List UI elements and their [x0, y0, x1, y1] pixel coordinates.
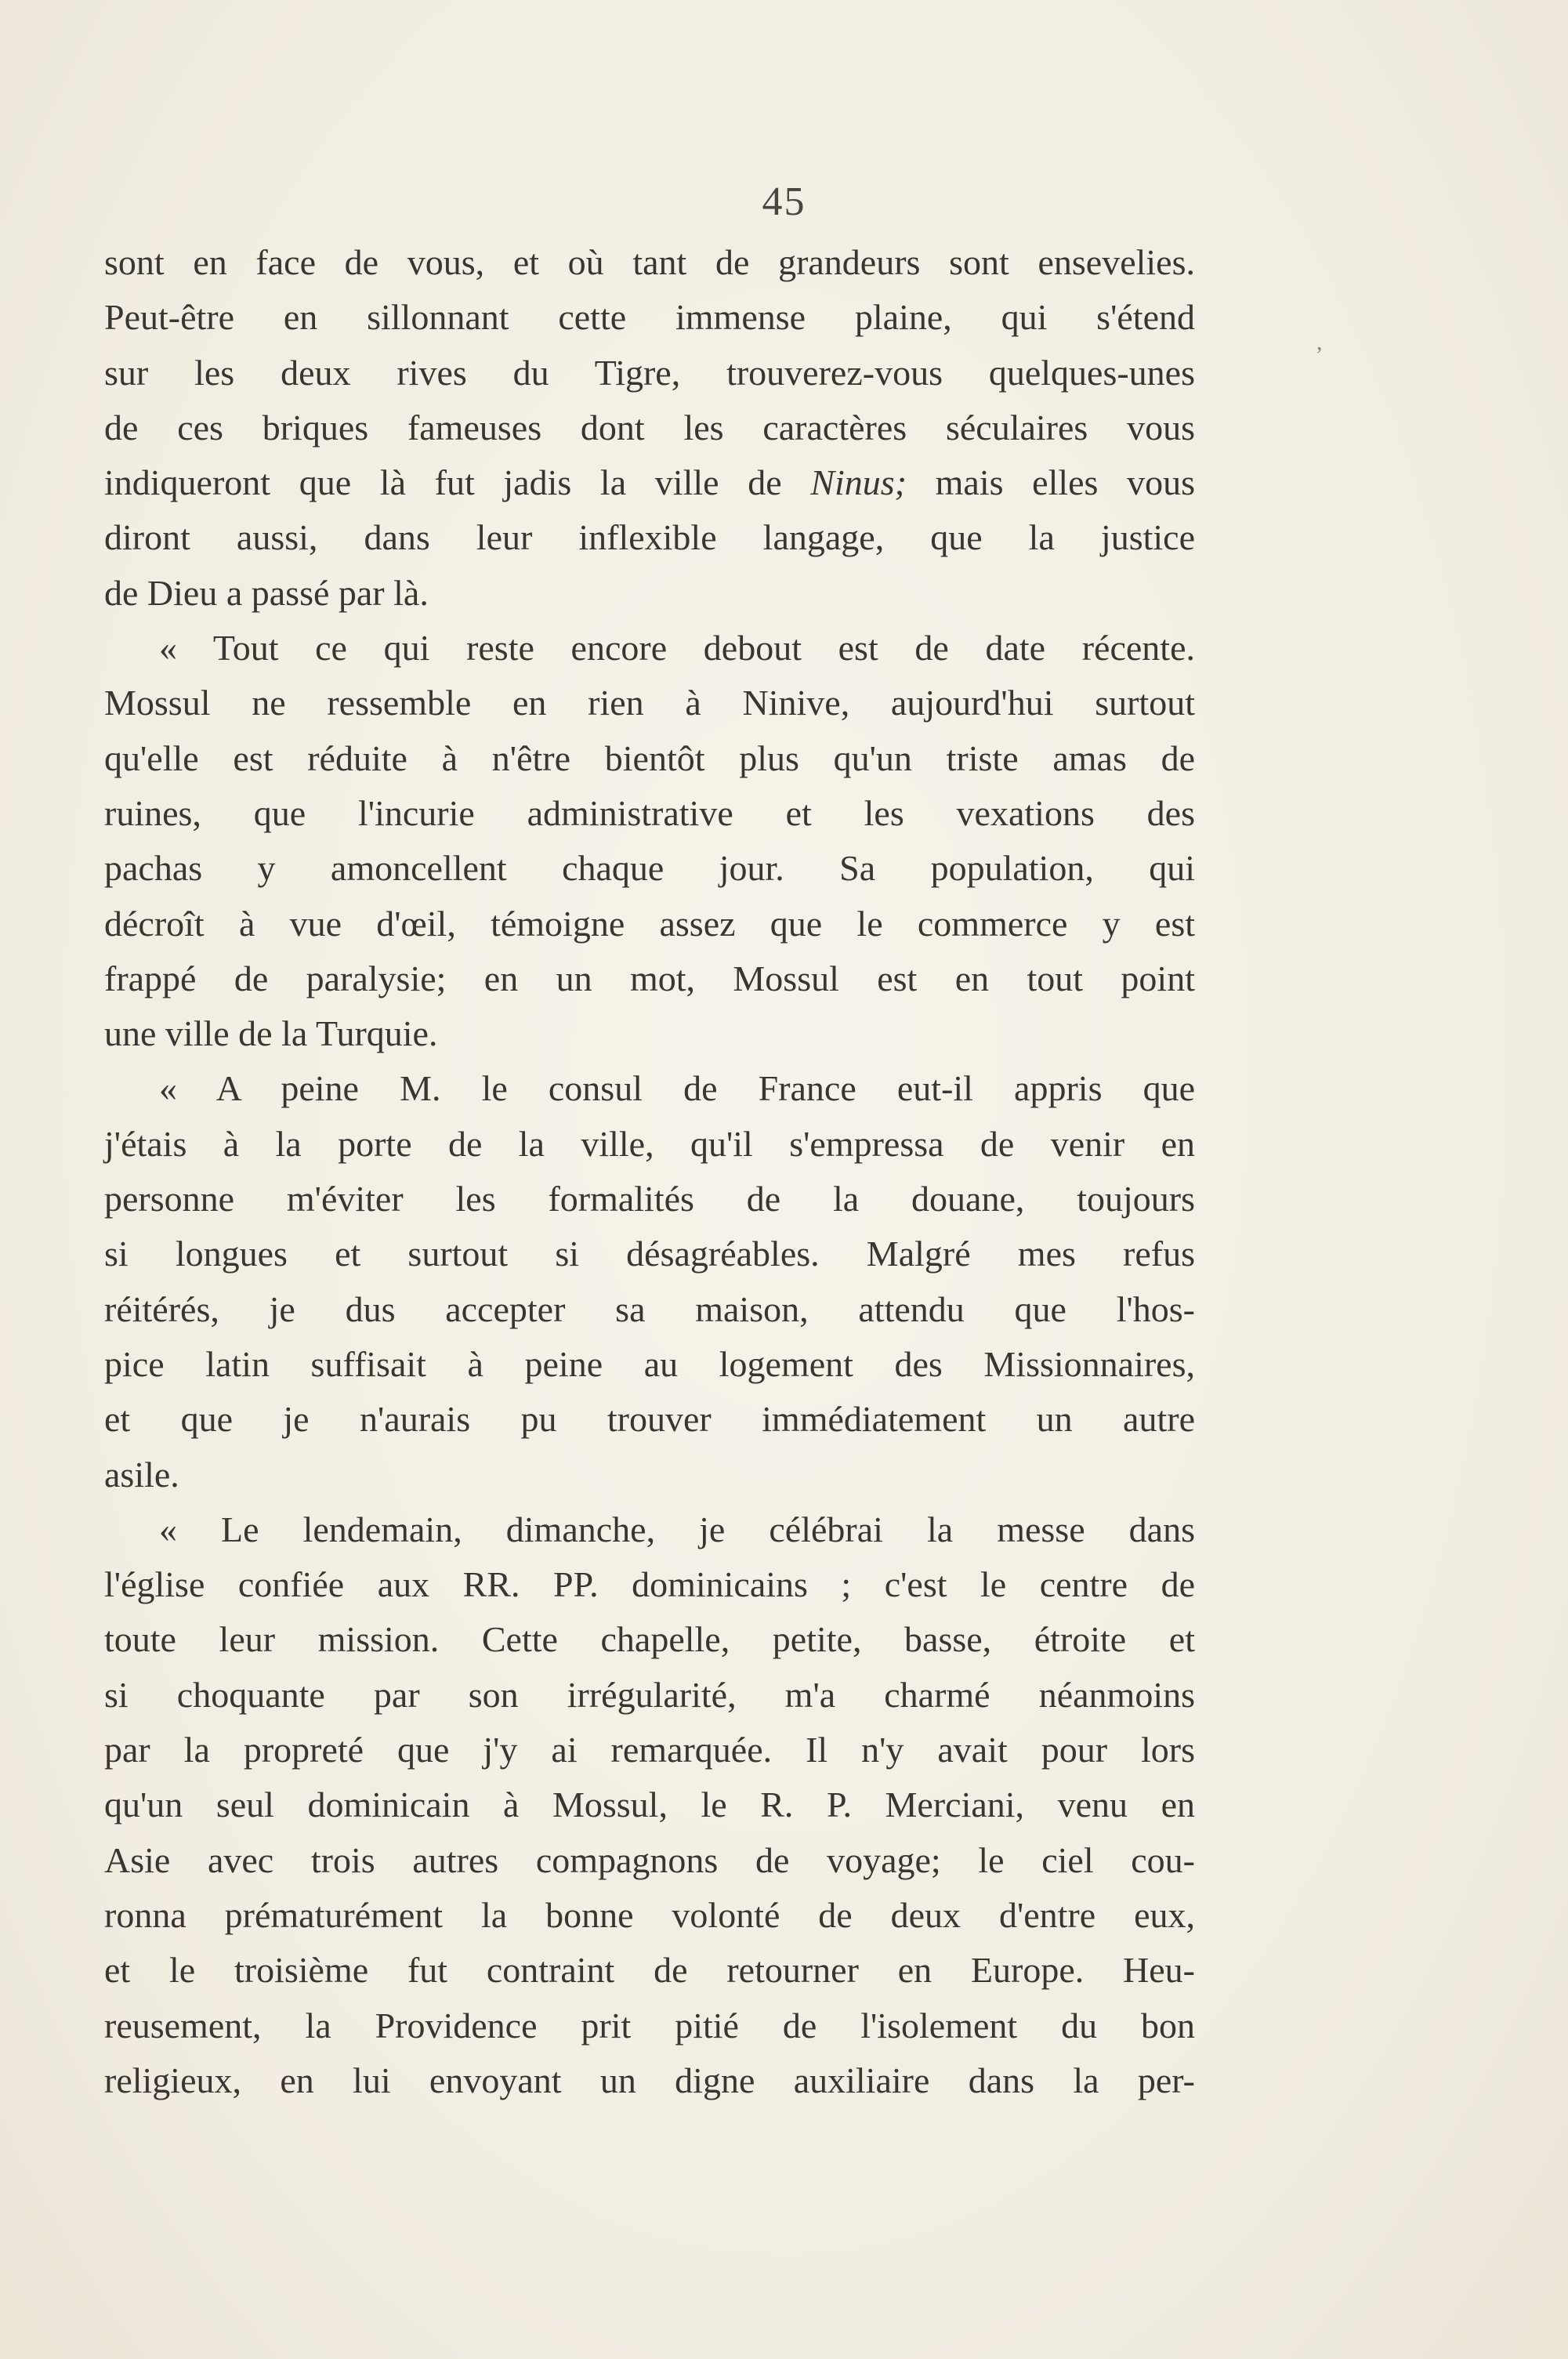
text-line: sur les deux rives du Tigre, trouverez-vous quelques-unes: [104, 352, 1195, 393]
text-line: j'étais à la porte de la ville, qu'il s'empressa de venir en: [104, 1123, 1195, 1164]
margin-mark: ,: [1316, 329, 1323, 355]
text-line: « Tout ce qui reste encore debout est de date récente.: [159, 628, 1195, 669]
text-line: pachas y amoncellent chaque jour. Sa population, qui: [104, 848, 1195, 889]
text-line: asile.: [104, 1454, 179, 1495]
text-line: frappé de paralysie; en un mot, Mossul est en tout point: [104, 958, 1195, 998]
body-text: [104, 235, 1195, 2108]
text-line: l'église confiée aux RR. PP. dominicains ; c'est le centre de: [104, 1564, 1195, 1605]
text-line: et le troisième fut contraint de retourner en Europe. Heu-: [104, 1950, 1195, 1991]
text-line: Mossul ne ressemble en rien à Ninive, aujourd'hui surtout: [104, 683, 1195, 723]
page-number: 45: [762, 179, 806, 224]
text-line: qu'un seul dominicain à Mossul, le R. P. Merciani, venu en: [104, 1785, 1195, 1825]
text-line: qu'elle est réduite à n'être bientôt plus qu'un triste amas de: [104, 737, 1195, 778]
text-line: ruines, que l'incurie administrative et les vexations des: [104, 792, 1195, 833]
text-line-segment: indiqueront que là fut jadis la ville de: [104, 462, 811, 503]
text-line: « Le lendemain, dimanche, je célébrai la messe dans: [159, 1509, 1195, 1549]
text-line: pice latin suffisait à peine au logement des Missionnaires,: [104, 1343, 1195, 1384]
text-line-segment: mais elles vous: [906, 462, 1196, 503]
text-line: par la propreté que j'y ai remarquée. Il n'y avait pour lors: [104, 1730, 1195, 1770]
text-line: décroît à vue d'œil, témoigne assez que le commerce y est: [104, 903, 1195, 944]
text-line: Peut-être en sillonnant cette immense plaine, qui s'étend: [104, 297, 1195, 338]
text-line: si longues et surtout si désagréables. Malgré mes refus: [104, 1234, 1195, 1274]
text-line: reusement, la Providence prit pitié de l'isolement du bon: [104, 2005, 1195, 2046]
text-line: Asie avec trois autres compagnons de voyage; le ciel cou-: [104, 1839, 1195, 1880]
text-line: de Dieu a passé par là.: [104, 572, 429, 613]
text-line: toute leur mission. Cette chapelle, petite, basse, étroite et: [104, 1619, 1195, 1660]
text-line: diront aussi, dans leur inflexible langage, que la justice: [104, 517, 1195, 558]
text-line: ronna prématurément la bonne volonté de deux d'entre eux,: [104, 1894, 1195, 1935]
italic-name: Ninus;: [810, 462, 907, 503]
text-line: réitérés, je dus accepter sa maison, attendu que l'hos-: [104, 1288, 1195, 1329]
text-line: et que je n'aurais pu trouver immédiatement un autre: [104, 1399, 1195, 1440]
text-line: « A peine M. le consul de France eut-il appris que: [159, 1068, 1195, 1109]
text-line: sont en face de vous, et où tant de grandeurs sont ensevelies.: [104, 242, 1195, 282]
text-line: si choquante par son irrégularité, m'a charmé néanmoins: [104, 1674, 1195, 1715]
text-line: religieux, en lui envoyant un digne auxiliaire dans la per-: [104, 2060, 1195, 2100]
text-line: une ville de la Turquie.: [104, 1013, 438, 1054]
text-line: de ces briques fameuses dont les caractères séculaires vous: [104, 407, 1195, 448]
text-line: personne m'éviter les formalités de la douane, toujours: [104, 1179, 1195, 1219]
text-line: [104, 455, 1195, 510]
